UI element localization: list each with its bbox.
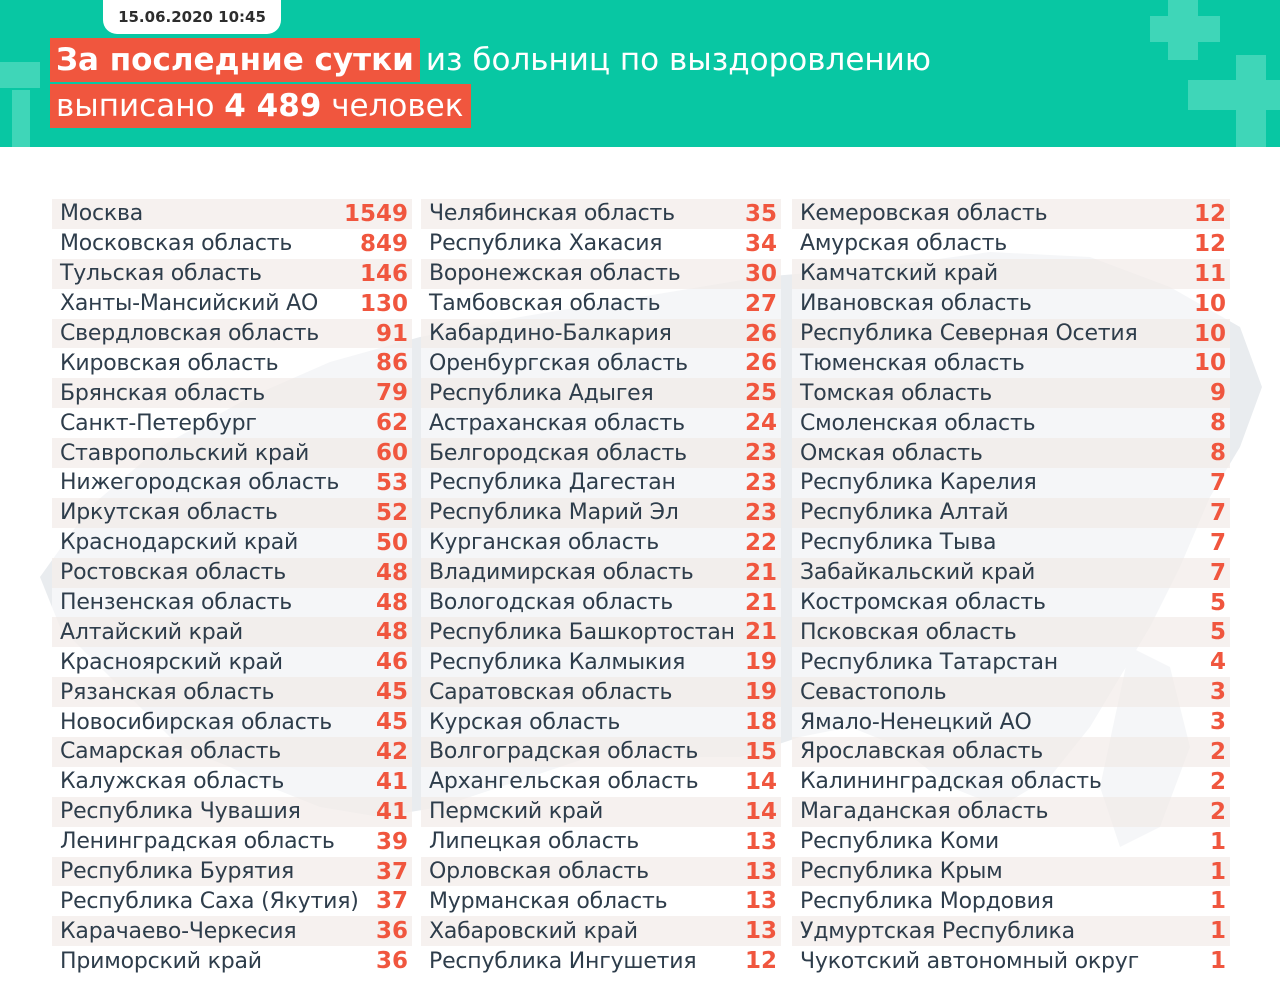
discharged-count: 37 [375,858,408,885]
discharged-count: 79 [375,380,408,407]
discharged-count: 23 [744,469,777,496]
region-name: Архангельская область [429,769,699,795]
discharged-count: 11 [1193,260,1226,287]
table-row [421,498,781,528]
region-name: Республика Мордовия [800,888,1054,914]
region-name: Калужская область [60,769,285,795]
discharged-count: 15 [744,738,777,765]
region-name: Нижегородская область [60,470,340,496]
table-row [421,797,781,827]
plus-decoration-icon [12,90,30,147]
table-row [421,916,781,946]
discharged-count: 23 [744,499,777,526]
discharged-count: 52 [375,499,408,526]
discharged-count: 5 [1209,619,1226,646]
discharged-count: 36 [375,948,408,975]
region-name: Мурманская область [429,888,668,914]
discharged-count: 14 [744,798,777,825]
table-row [792,857,1230,887]
region-name: Республика Тыва [800,530,997,556]
region-name: Республика Саха (Якутия) [60,888,359,914]
table-row [792,528,1230,558]
table-row [52,468,412,498]
discharged-count: 1 [1209,828,1226,855]
table-row [52,946,412,976]
region-name: Республика Хакасия [429,231,663,257]
region-name: Республика Северная Осетия [800,321,1138,346]
title-line-1 [50,38,937,82]
table-row [792,886,1230,916]
discharged-count: 48 [375,619,408,646]
discharged-count: 5 [1209,589,1226,616]
discharged-count: 146 [359,260,408,287]
plus-decoration-icon [1188,80,1280,110]
region-name: Волгоградская область [429,739,699,765]
region-name: Кабардино-Балкария [429,321,672,346]
region-name: Камчатский край [800,261,998,287]
table-row [792,767,1230,797]
region-name: Липецкая область [429,829,639,855]
table-row [52,617,412,647]
table-row [52,229,412,259]
discharged-count: 60 [375,440,408,467]
table-row [52,707,412,737]
discharged-count: 45 [375,709,408,736]
region-name: Новосибирская область [60,709,332,735]
discharged-count: 2 [1209,768,1226,795]
table-row [52,319,412,349]
region-name: Чукотский автономный округ [800,948,1139,974]
region-name: Республика Дагестан [429,470,676,496]
table-row [792,259,1230,289]
discharged-count: 1549 [343,200,408,227]
table-row [421,558,781,588]
table-row [421,229,781,259]
discharged-count: 1 [1209,888,1226,915]
table-row [421,767,781,797]
table-row [421,857,781,887]
discharged-count: 7 [1209,529,1226,556]
discharged-count: 13 [744,858,777,885]
region-name: Санкт-Петербург [60,410,257,436]
discharged-count: 53 [375,469,408,496]
region-name: Республика Калмыкия [429,649,686,675]
table-row [52,408,412,438]
region-name: Костромская область [800,590,1046,616]
table-row [52,916,412,946]
region-name: Тамбовская область [429,291,661,317]
table-row [421,617,781,647]
region-name: Магаданская область [800,799,1049,825]
table-row [421,827,781,857]
region-name: Свердловская область [60,321,320,346]
regions-column-1 [52,199,412,976]
discharged-count: 7 [1209,559,1226,586]
discharged-count: 4 [1209,649,1226,676]
region-name: Калининградская область [800,769,1102,795]
discharged-count: 30 [744,260,777,287]
region-name: Пензенская область [60,590,293,616]
region-name: Курская область [429,709,621,735]
discharged-count: 12 [1193,200,1226,227]
discharged-total: 4 489 [224,88,322,124]
discharged-count: 3 [1209,709,1226,736]
title-line-2 [50,84,471,128]
discharged-count: 42 [375,738,408,765]
discharged-count: 23 [744,440,777,467]
discharged-count: 12 [1193,230,1226,257]
region-name: Севастополь [800,679,947,705]
table-row [421,259,781,289]
region-name: Республика Ингушетия [429,948,697,974]
region-name: Республика Карелия [800,470,1037,496]
region-name: Московская область [60,231,293,257]
table-row [52,348,412,378]
discharged-count: 62 [375,410,408,437]
title-rest: из больниц по выздоровлению [425,42,931,78]
discharged-count: 21 [744,619,777,646]
table-row [792,707,1230,737]
table-row [52,199,412,229]
region-name: Тульская область [60,261,262,287]
region-name: Астраханская область [429,410,685,436]
plus-decoration-icon [0,62,40,88]
discharged-count: 48 [375,559,408,586]
discharged-count: 26 [744,350,777,377]
region-name: Орловская область [429,859,649,885]
region-name: Самарская область [60,739,282,765]
region-name: Вологодская область [429,590,674,616]
table-row [792,199,1230,229]
region-name: Удмуртская Республика [800,918,1075,944]
table-row [52,259,412,289]
table-row [421,438,781,468]
subtitle-box [50,84,471,128]
table-row [421,199,781,229]
discharged-count: 22 [744,529,777,556]
region-name: Республика Коми [800,829,999,855]
discharged-count: 39 [375,828,408,855]
table-row [421,408,781,438]
discharged-count: 45 [375,679,408,706]
region-name: Белгородская область [429,440,687,466]
discharged-count: 21 [744,589,777,616]
region-name: Ханты-Мансийский АО [60,291,319,317]
region-name: Приморский край [60,948,262,974]
table-row [52,677,412,707]
table-row [792,647,1230,677]
discharged-count: 37 [375,888,408,915]
discharged-count: 19 [744,679,777,706]
plus-decoration-icon [1150,16,1220,42]
table-row [792,378,1230,408]
region-name: Республика Марий Эл [429,500,679,526]
table-row [52,528,412,558]
discharged-count: 1 [1209,858,1226,885]
discharged-count: 86 [375,350,408,377]
regions-column-3 [792,199,1230,976]
table-row [792,558,1230,588]
table-row [52,558,412,588]
table-row [52,797,412,827]
region-name: Республика Крым [800,859,1003,885]
table-row [421,588,781,618]
table-row [52,827,412,857]
discharged-count: 27 [744,290,777,317]
region-name: Хабаровский край [429,918,638,944]
table-row [421,289,781,319]
region-name: Брянская область [60,380,266,406]
table-row [421,319,781,349]
table-row [792,229,1230,259]
table-row [792,946,1230,976]
table-row [421,468,781,498]
discharged-count: 13 [744,888,777,915]
table-row [52,767,412,797]
discharged-count: 19 [744,649,777,676]
subtitle-pre: выписано [56,88,215,124]
table-row [792,617,1230,647]
region-name: Ставропольский край [60,440,310,466]
discharged-count: 7 [1209,469,1226,496]
region-name: Амурская область [800,231,1007,257]
discharged-count: 13 [744,828,777,855]
discharged-count: 18 [744,709,777,736]
discharged-count: 8 [1209,410,1226,437]
table-row [792,827,1230,857]
region-name: Воронежская область [429,261,681,287]
discharged-count: 46 [375,649,408,676]
table-row [792,348,1230,378]
discharged-count: 91 [375,320,408,347]
discharged-count: 8 [1209,440,1226,467]
region-name: Смоленская область [800,410,1036,436]
region-name: Саратовская область [429,679,673,705]
region-name: Республика Бурятия [60,859,295,885]
table-row [792,408,1230,438]
discharged-count: 25 [744,380,777,407]
table-row [52,588,412,618]
region-name: Омская область [800,440,983,466]
table-row [792,588,1230,618]
region-name: Кемеровская область [800,201,1048,227]
table-row [792,438,1230,468]
region-name: Республика Татарстан [800,649,1058,675]
discharged-count: 12 [744,948,777,975]
discharged-count: 9 [1209,380,1226,407]
discharged-count: 35 [744,200,777,227]
table-row [52,498,412,528]
region-name: Пермский край [429,799,604,825]
table-row [792,319,1230,349]
title-highlight: За последние сутки [50,38,420,82]
region-name: Иркутская область [60,500,278,526]
table-row [52,378,412,408]
date-badge: 15.06.2020 10:45 [103,0,281,34]
discharged-count: 48 [375,589,408,616]
table-row [52,438,412,468]
table-row [52,647,412,677]
region-name: Курганская область [429,530,659,556]
region-name: Ленинградская область [60,829,335,855]
discharged-count: 10 [1193,350,1226,377]
subtitle-post: человек [331,88,464,124]
regions-column-2 [421,199,781,976]
region-name: Ивановская область [800,291,1032,317]
table-row [421,378,781,408]
discharged-count: 3 [1209,679,1226,706]
region-name: Челябинская область [429,201,675,227]
region-name: Республика Алтай [800,500,1009,526]
table-row [52,737,412,767]
region-name: Томская область [800,380,993,406]
discharged-count: 50 [375,529,408,556]
header-banner [0,0,1280,147]
region-name: Москва [60,201,144,227]
region-name: Рязанская область [60,679,275,705]
table-row [52,289,412,319]
region-name: Ямало-Ненецкий АО [800,709,1032,735]
region-name: Забайкальский край [800,560,1036,586]
region-name: Республика Чувашия [60,799,301,825]
table-row [792,916,1230,946]
discharged-count: 2 [1209,738,1226,765]
region-name: Тюменская область [800,350,1025,376]
discharged-count: 26 [744,320,777,347]
discharged-count: 41 [375,798,408,825]
table-row [421,647,781,677]
table-row [421,348,781,378]
table-row [792,468,1230,498]
region-name: Карачаево-Черкесия [60,918,297,944]
table-row [421,886,781,916]
discharged-count: 130 [359,290,408,317]
region-name: Кировская область [60,350,279,376]
discharged-count: 10 [1193,290,1226,317]
region-name: Алтайский край [60,619,243,645]
table-row [792,677,1230,707]
table-row [421,707,781,737]
table-row [792,498,1230,528]
discharged-count: 13 [744,918,777,945]
region-name: Красноярский край [60,649,283,675]
region-name: Республика Башкортостан [429,619,735,645]
region-name: Ростовская область [60,560,287,586]
discharged-count: 36 [375,918,408,945]
table-row [421,737,781,767]
table-row [792,737,1230,767]
region-name: Оренбургская область [429,350,688,376]
table-row [52,886,412,916]
table-row [421,946,781,976]
region-name: Псковская область [800,619,1017,645]
region-name: Краснодарский край [60,530,299,556]
discharged-count: 10 [1193,320,1226,347]
discharged-count: 7 [1209,499,1226,526]
table-row [421,528,781,558]
discharged-count: 1 [1209,918,1226,945]
region-name: Республика Адыгея [429,380,654,406]
discharged-count: 1 [1209,948,1226,975]
discharged-count: 24 [744,410,777,437]
discharged-count: 849 [359,230,408,257]
region-name: Ярославская область [800,739,1044,765]
discharged-count: 21 [744,559,777,586]
table-row [52,857,412,887]
table-row [421,677,781,707]
discharged-count: 41 [375,768,408,795]
region-name: Владимирская область [429,560,694,586]
discharged-count: 34 [744,230,777,257]
discharged-count: 14 [744,768,777,795]
discharged-count: 2 [1209,798,1226,825]
table-row [792,289,1230,319]
table-row [792,797,1230,827]
